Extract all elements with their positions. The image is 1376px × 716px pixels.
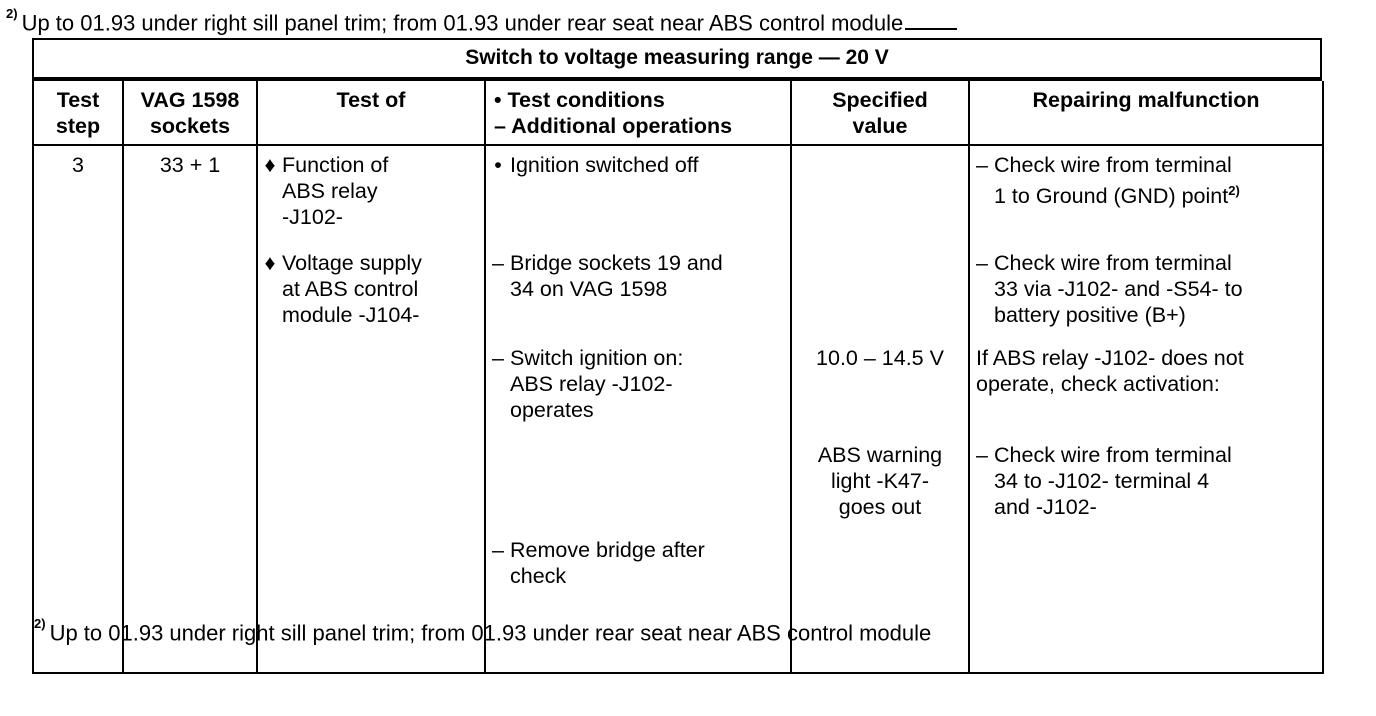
table-header-row: [33, 81, 1323, 145]
header-test-step: Test step: [33, 81, 123, 145]
table-row: [33, 145, 1323, 673]
footnote-trail-line: [905, 27, 957, 30]
condition-item: – Remove bridge after check: [492, 538, 705, 588]
footnote-ref: 2): [1228, 183, 1240, 198]
footnote-text: Up to 01.93 under right sill panel trim; from 01.93 under rear seat near ABS control module: [21, 10, 904, 36]
bottom-footnote: [34, 616, 932, 646]
repair-note: If ABS relay -J102- does not operate, check activation:: [976, 346, 1244, 396]
specified-value: 10.0 – 14.5 V: [816, 346, 944, 370]
test-of-item: ♦ Function of ABS relay -J102-: [264, 153, 389, 229]
cell-test-of: [257, 145, 485, 673]
header-specified-value: Specified value: [791, 81, 969, 145]
measuring-range-heading: Switch to voltage measuring range — 20 V: [32, 38, 1322, 78]
footnote-marker: 2): [6, 6, 18, 21]
header-test-of: Test of: [257, 81, 485, 145]
header-sockets: VAG 1598 sockets: [123, 81, 257, 145]
specified-value: ABS warning light -K47- goes out: [817, 443, 943, 519]
footnote-marker: 2): [34, 616, 46, 631]
footnote-text: Up to 01.93 under right sill panel trim; from 01.93 under rear seat near ABS control module: [49, 620, 932, 646]
test-of-item: ♦ Voltage supply at ABS control module -J104-: [264, 251, 422, 327]
cell-step: 3: [33, 145, 123, 673]
repair-item: – Check wire from terminal 34 to -J102- terminal 4 and -J102-: [976, 443, 1232, 519]
condition-item: – Bridge sockets 19 and 34 on VAG 1598: [492, 251, 723, 301]
repair-item: – Check wire from terminal 33 via -J102- and -S54- to battery positive (B+): [976, 251, 1243, 327]
cell-conditions: [485, 145, 791, 673]
cell-sockets: 33 + 1: [123, 145, 257, 673]
header-repairing: Repairing malfunction: [969, 81, 1323, 145]
top-footnote: [6, 6, 957, 36]
condition-item: • Ignition switched off: [494, 153, 699, 177]
header-conditions: • Test conditions – Additional operations: [485, 81, 791, 145]
cell-repairing: [969, 145, 1323, 673]
cell-specified-value: [791, 145, 969, 673]
test-table: [32, 81, 1324, 674]
condition-item: – Switch ignition on: ABS relay -J102- operates: [492, 346, 684, 422]
repair-item: – Check wire from terminal 1 to Ground (GND) point$^{2)}$: [976, 153, 1240, 209]
